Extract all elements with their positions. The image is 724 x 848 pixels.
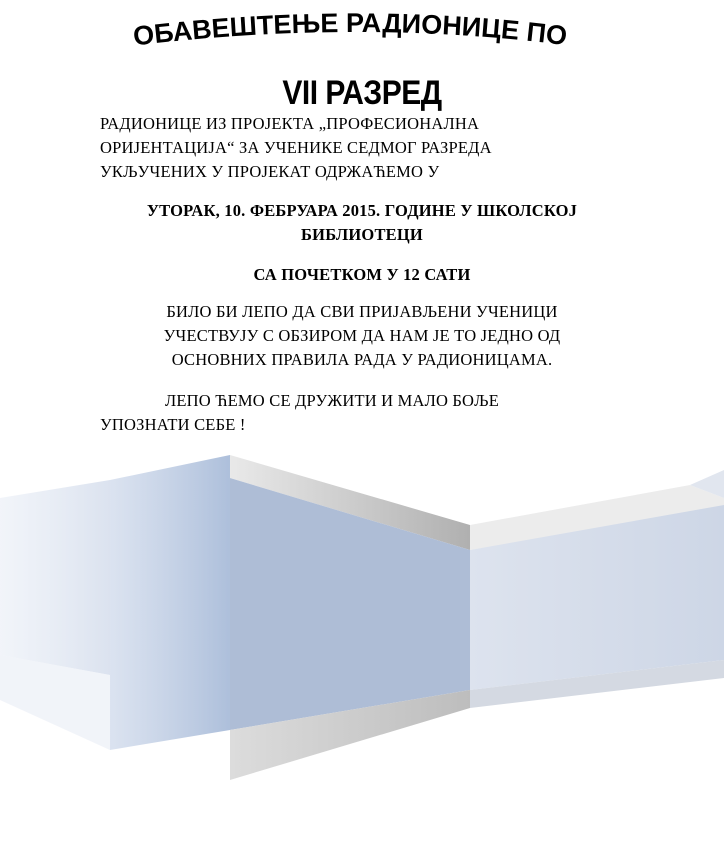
date-location [0, 199, 724, 247]
intro-line: РАДИОНИЦЕ ИЗ ПРОЈЕКТА „ПРОФЕСИОНАЛНА [100, 114, 480, 133]
closing-line: УПОЗНАТИ СЕБЕ ! [100, 415, 246, 434]
closing-line: ЛЕПО ЋЕМО СЕ ДРУЖИТИ И МАЛО БОЉЕ [165, 391, 499, 410]
participation-line: БИЛО БИ ЛЕПО ДА СВИ ПРИЈАВЉЕНИ УЧЕНИЦИ [166, 302, 558, 321]
shape-left-wash [0, 480, 110, 675]
intro-paragraph [100, 112, 620, 184]
shape-blue-panel [110, 455, 230, 750]
intro-line: УКЉУЧЕНИХ У ПРОЈЕКАТ ОДРЖАЋЕМО У [100, 162, 440, 181]
date-line: УТОРАК, 10. ФЕБРУАРА 2015. ГОДИНЕ У ШКОЛСКОЈ [146, 201, 578, 220]
participation-line: УЧЕСТВУЈУ С ОБЗИРОМ ДА НАМ ЈЕ ТО ЈЕДНО ОД [163, 326, 561, 345]
decorative-shapes [0, 440, 724, 780]
notice-title-line2: VII РАЗРЕД [282, 74, 442, 112]
participation-line: ОСНОВНИХ ПРАВИЛА РАДА У РАДИОНИЦАМА. [171, 350, 553, 369]
closing-paragraph [100, 389, 620, 437]
participation-paragraph [0, 300, 724, 372]
start-time: СА ПОЧЕТКОМ У 12 САТИ [253, 265, 471, 284]
intro-line: ОРИЈЕНТАЦИЈА“ ЗА УЧЕНИКЕ СЕДМОГ РАЗРЕДА [100, 138, 492, 157]
location-line: БИБЛИОТЕЦИ [301, 225, 423, 244]
notice-title-line1: ОБАВЕШТЕЊЕ РАДИОНИЦЕ ПО [131, 7, 569, 52]
